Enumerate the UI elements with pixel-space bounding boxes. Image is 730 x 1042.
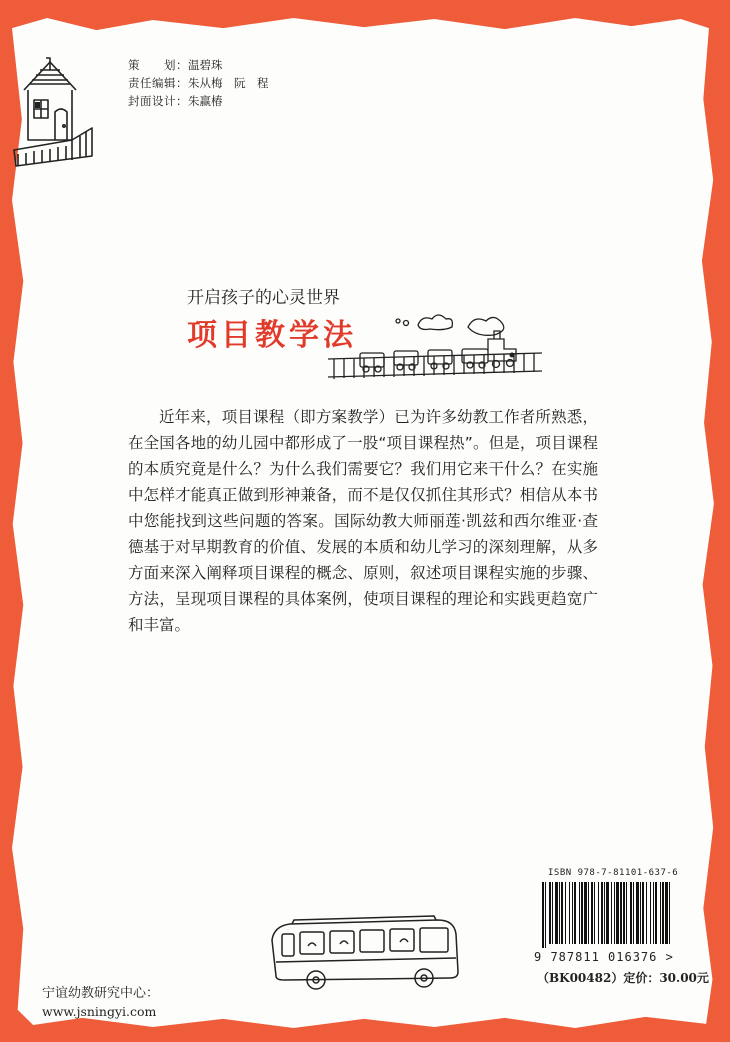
book-subtitle: 开启孩子的心灵世界 [187, 288, 340, 308]
credit-cover-design [128, 92, 269, 110]
barcode-number: 9 787811 016376 > [534, 950, 674, 964]
credit-label: 责任编辑： [128, 76, 188, 90]
book-title: 项目教学法 [187, 318, 357, 353]
bus-illustration [268, 910, 464, 994]
footer-center-name: 宁谊幼教研究中心： [42, 986, 160, 1001]
isbn-text: ISBN 978-7-81101-637-6 [548, 868, 679, 878]
price-line: （BK00482）定价：30.00元 [537, 971, 709, 985]
credit-editor [128, 74, 269, 92]
credit-label: 策 划： [128, 58, 188, 72]
house-illustration [10, 50, 98, 170]
credits-block [128, 56, 269, 110]
credit-planner [128, 56, 269, 74]
barcode [540, 882, 676, 948]
credit-value: 朱赢椿 [188, 94, 223, 108]
credit-value: 朱从梅 阮 程 [188, 76, 269, 90]
footer-publisher [42, 985, 159, 1021]
footer-url: www.jsningyi.com [42, 1004, 157, 1019]
credit-label: 封面设计： [128, 94, 188, 108]
book-description: 近年来，项目课程（即方案教学）已为许多幼教工作者所熟悉，在全国各地的幼儿园中都形成了一股“项目课程热”。但是，项目课程的本质究竟是什么？为什么我们需要它？我们用它来干什么？在实施中怎样才能真正做到形神兼备，而不是仅仅抓住其形式？相信从本书中您能找到这些问题的答案。国际幼教大师丽莲·凯兹和西尔维亚·查德基于对早期教育的价值、发展的本质和幼儿学习的深刻理解，从多方面来深入阐释项目课程的概念、原则，叙述项目课程实施的步骤、方法，呈现项目课程的具体案例，使项目课程的理论和实践更趋宽广和丰富。 [128, 408, 598, 634]
train-illustration [318, 303, 548, 387]
credit-value: 温碧珠 [188, 58, 223, 72]
